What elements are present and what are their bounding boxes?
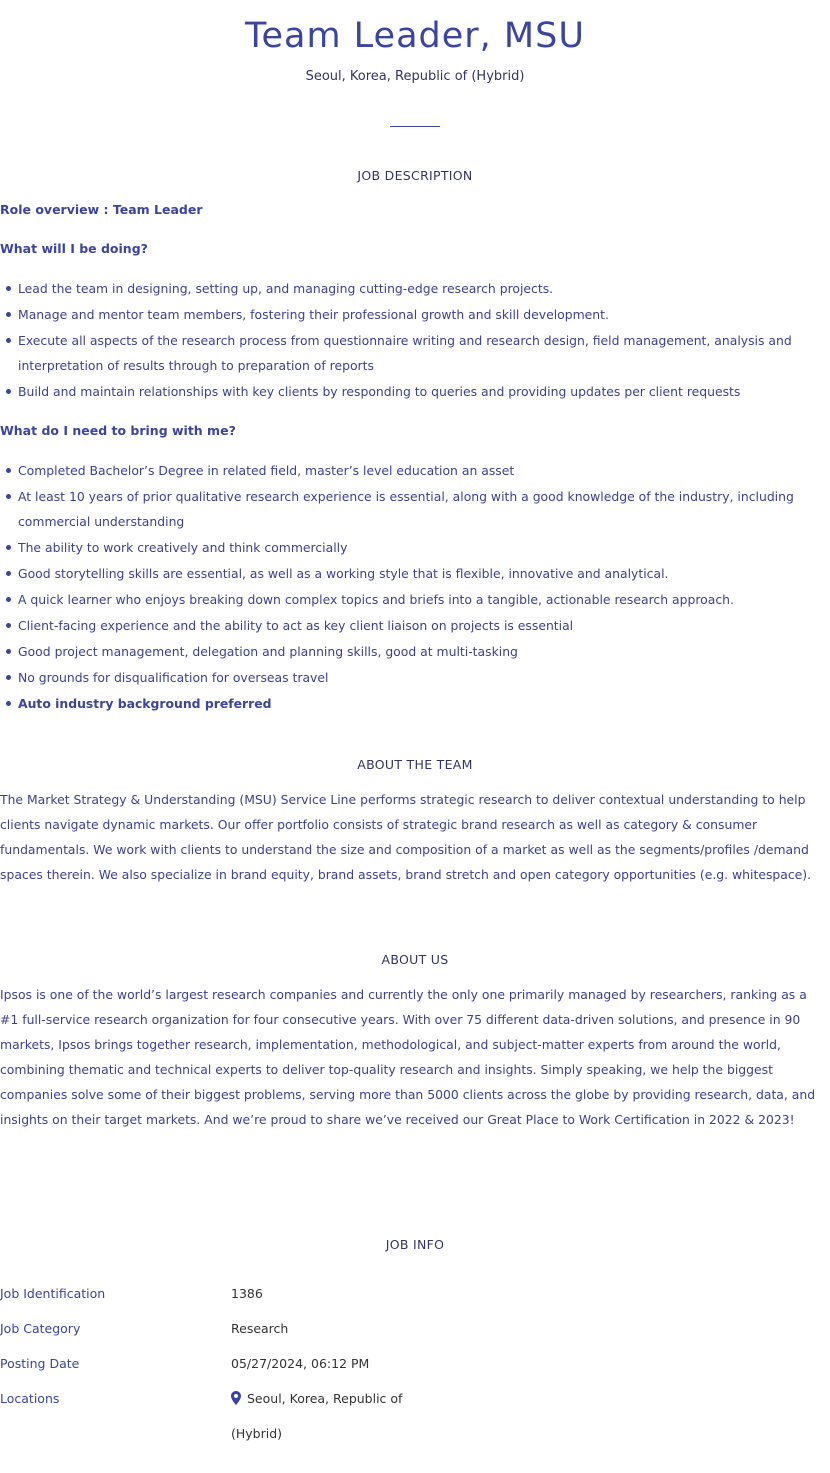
job-info-label: Job Category: [0, 1321, 81, 1336]
bring-item: The ability to work creatively and think commercially: [0, 535, 820, 560]
doing-list: [0, 276, 820, 405]
bring-item: Completed Bachelor’s Degree in related field, master’s level education an asset: [0, 458, 820, 483]
doing-item: Manage and mentor team members, fostering their professional growth and skill development.: [0, 302, 820, 327]
bring-item: No grounds for disqualification for overseas travel: [0, 665, 820, 690]
section-heading-job-info: JOB INFO: [385, 1237, 445, 1252]
doing-heading: What will I be doing?: [0, 241, 148, 256]
job-location-subtitle: Seoul, Korea, Republic of (Hybrid): [305, 69, 525, 84]
job-info-label: Job Identification: [0, 1286, 106, 1301]
about-team-text: The Market Strategy & Understanding (MSU) Service Line performs strategic research to deliver contextual understanding to help clients navigate dynamic markets. Our offer portfolio consists of strategic brand research as well as category & consumer fundamentals. We work with clients to understand the size and composition of a market as well as the segments/profiles /demand spaces therein. We also specialize in brand equity, brand assets, brand stretch and open category opportunities (e.g. whitespace).: [0, 792, 812, 882]
doing-item: Build and maintain relationships with key clients by responding to queries and providing updates per client requests: [0, 379, 820, 404]
job-info-label: Locations: [0, 1391, 60, 1406]
doing-item: Lead the team in designing, setting up, and managing cutting-edge research projects.: [0, 276, 820, 301]
bring-item: Good project management, delegation and planning skills, good at multi-tasking: [0, 639, 820, 664]
section-heading-about-team: ABOUT THE TEAM: [357, 757, 473, 772]
job-info-value: Research: [231, 1321, 289, 1336]
section-heading-about-us: ABOUT US: [381, 952, 449, 967]
bring-list: [0, 458, 820, 717]
section-heading-job-description: JOB DESCRIPTION: [357, 168, 473, 183]
bring-item: Good storytelling skills are essential, as well as a working style that is flexible, innovative and analytical.: [0, 561, 820, 586]
bring-item: At least 10 years of prior qualitative research experience is essential, along with a good knowledge of the industry, including commercial understanding: [0, 484, 820, 534]
job-info-value: 1386: [231, 1286, 263, 1301]
role-overview: Role overview : Team Leader: [0, 202, 203, 217]
doing-item: Execute all aspects of the research process from questionnaire writing and research design, field management, analysis and interpretation of results through to preparation of reports: [0, 328, 820, 378]
location-text: Seoul, Korea, Republic of (Hybrid): [231, 1391, 403, 1441]
title-divider: [390, 126, 440, 127]
job-info-location-value: [231, 1381, 421, 1451]
bring-item: A quick learner who enjoys breaking down complex topics and briefs into a tangible, actionable research approach.: [0, 587, 820, 612]
about-us-text: Ipsos is one of the world’s largest research companies and currently the only one primarily managed by researchers, ranking as a #1 full-service research organization for four consecutive years. With over 75 different data-driven solutions, and presence in 90 markets, Ipsos brings together research, implementation, methodological, and subject-matter experts from around the world, combining thematic and technical experts to deliver top-quality research and insights. Simply speaking, we help the biggest companies solve some of their biggest problems, serving more than 5000 clients across the globe by providing research, data, and insights on their target markets. And we’re proud to share we’ve received our Great Place to Work Certification in 2022 & 2023!: [0, 987, 816, 1127]
job-title: Team Leader, MSU: [245, 16, 585, 56]
job-info-label: Posting Date: [0, 1356, 80, 1371]
map-pin-icon: [231, 1391, 241, 1405]
job-info-value: 05/27/2024, 06:12 PM: [231, 1356, 370, 1371]
bring-item: Client-facing experience and the ability to act as key client liaison on projects is essential: [0, 613, 820, 638]
bring-item: Auto industry background preferred: [0, 691, 820, 716]
bring-heading: What do I need to bring with me?: [0, 423, 236, 438]
